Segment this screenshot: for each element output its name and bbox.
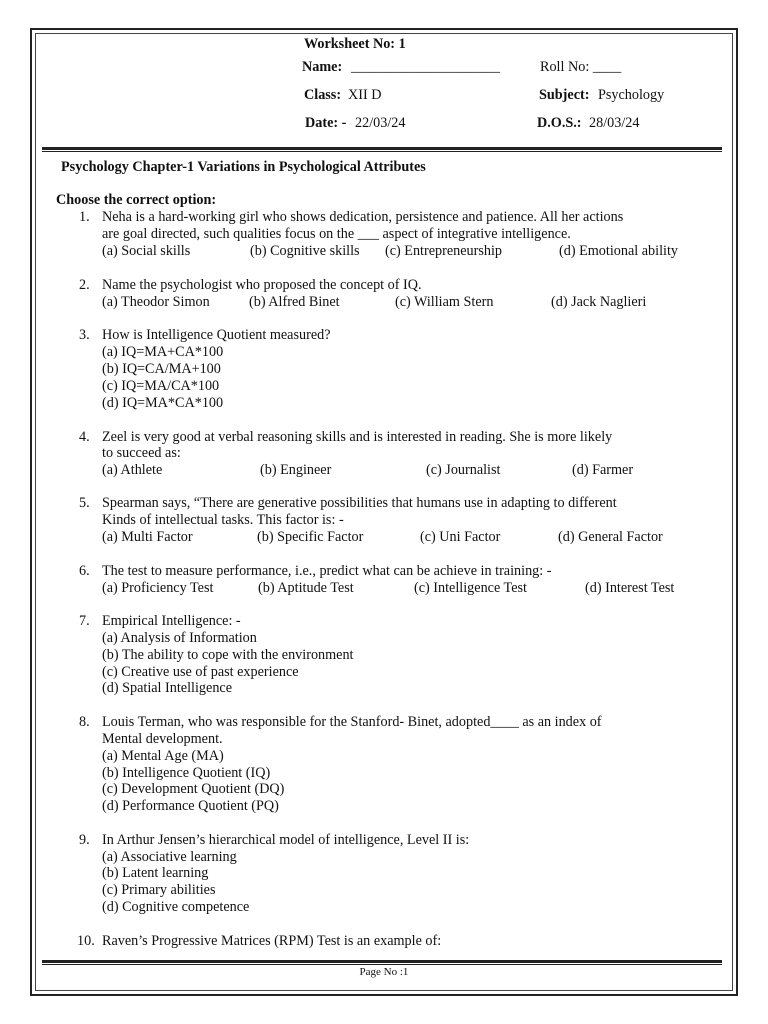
question-number: 4. [79, 429, 90, 445]
option-b[interactable]: (b) Latent learning [102, 865, 209, 881]
header-divider-thin [42, 151, 722, 152]
option-c[interactable]: (c) William Stern [395, 294, 494, 310]
question-number: 9. [79, 832, 90, 848]
option-a[interactable]: (a) IQ=MA+CA*100 [102, 344, 224, 360]
class-label: Class: [304, 87, 342, 103]
chapter-title: Psychology Chapter-1 Variations in Psychological Attributes [61, 159, 426, 175]
worksheet-number: Worksheet No: 1 [304, 36, 406, 52]
question-number: 7. [79, 613, 90, 629]
question-text: Mental development. [102, 731, 223, 747]
dos-label: D.O.S.: [537, 115, 582, 131]
question-number: 10. [77, 933, 95, 949]
question-text: Spearman says, “There are generative possibilities that humans use in adapting to different [102, 495, 617, 511]
option-a[interactable]: (a) Theodor Simon [102, 294, 210, 310]
option-b[interactable]: (b) Engineer [260, 462, 332, 478]
date-label: Date: - [305, 115, 347, 131]
question-text: Louis Terman, who was responsible for the Stanford- Binet, adopted____ as an index of [102, 714, 602, 730]
question-number: 2. [79, 277, 90, 293]
question-text: Name the psychologist who proposed the concept of IQ. [102, 277, 422, 293]
option-a[interactable]: (a) Social skills [102, 243, 191, 259]
question-number: 1. [79, 209, 90, 225]
option-b[interactable]: (b) Aptitude Test [258, 580, 354, 596]
question-text: Zeel is very good at verbal reasoning skills and is interested in reading. She is more likely [102, 429, 613, 445]
option-a[interactable]: (a) Athlete [102, 462, 163, 478]
date-value: 22/03/24 [355, 115, 406, 131]
option-d[interactable]: (d) Interest Test [585, 580, 675, 596]
option-a[interactable]: (a) Proficiency Test [102, 580, 214, 596]
question-number: 3. [79, 327, 90, 343]
instruction: Choose the correct option: [56, 192, 217, 208]
name-label: Name: [302, 59, 343, 75]
option-d[interactable]: (d) Performance Quotient (PQ) [102, 798, 279, 814]
class-value: XII D [348, 87, 382, 103]
question-text: How is Intelligence Quotient measured? [102, 327, 331, 343]
option-c[interactable]: (c) Development Quotient (DQ) [102, 781, 285, 797]
option-c[interactable]: (c) Primary abilities [102, 882, 216, 898]
footer-divider [42, 960, 722, 963]
name-blank[interactable]: _____________________ [351, 59, 500, 75]
option-d[interactable]: (d) Spatial Intelligence [102, 680, 233, 696]
option-b[interactable]: (b) The ability to cope with the environment [102, 647, 354, 663]
option-c[interactable]: (c) IQ=MA/CA*100 [102, 378, 220, 394]
question-number: 5. [79, 495, 90, 511]
question-text: In Arthur Jensen’s hierarchical model of intelligence, Level II is: [102, 832, 470, 848]
option-a[interactable]: (a) Associative learning [102, 849, 237, 865]
question-text: Empirical Intelligence: - [102, 613, 241, 629]
option-c[interactable]: (c) Entrepreneurship [385, 243, 502, 259]
option-d[interactable]: (d) Emotional ability [559, 243, 678, 259]
option-c[interactable]: (c) Creative use of past experience [102, 664, 299, 680]
option-c[interactable]: (c) Journalist [426, 462, 501, 478]
option-b[interactable]: (b) Specific Factor [257, 529, 364, 545]
option-d[interactable]: (d) General Factor [558, 529, 663, 545]
question-text: Neha is a hard-working girl who shows dedication, persistence and patience. All her actions [102, 209, 624, 225]
footer-divider-thin [42, 964, 722, 965]
question-number: 6. [79, 563, 90, 579]
question-text: Kinds of intellectual tasks. This factor is: - [102, 512, 344, 528]
subject-value: Psychology [598, 87, 665, 103]
question-number: 8. [79, 714, 90, 730]
option-a[interactable]: (a) Mental Age (MA) [102, 748, 224, 764]
option-d[interactable]: (d) Jack Naglieri [551, 294, 647, 310]
page-number: Page No :1 [359, 966, 409, 978]
option-b[interactable]: (b) IQ=CA/MA+100 [102, 361, 221, 377]
option-b[interactable]: (b) Alfred Binet [249, 294, 340, 310]
option-d[interactable]: (d) Farmer [572, 462, 634, 478]
option-a[interactable]: (a) Analysis of Information [102, 630, 257, 646]
header-divider [42, 147, 722, 150]
question-text: to succeed as: [102, 445, 181, 461]
option-d[interactable]: (d) Cognitive competence [102, 899, 250, 915]
question-text: are goal directed, such qualities focus on the ___ aspect of integrative intelligence. [102, 226, 571, 242]
roll-number[interactable]: Roll No: ____ [540, 59, 622, 75]
option-d[interactable]: (d) IQ=MA*CA*100 [102, 395, 224, 411]
option-c[interactable]: (c) Intelligence Test [414, 580, 527, 596]
option-b[interactable]: (b) Cognitive skills [250, 243, 360, 259]
question-text: Raven’s Progressive Matrices (RPM) Test is an example of: [102, 933, 442, 949]
question-text: The test to measure performance, i.e., predict what can be achieve in training: - [102, 563, 552, 579]
option-c[interactable]: (c) Uni Factor [420, 529, 501, 545]
option-a[interactable]: (a) Multi Factor [102, 529, 193, 545]
dos-value: 28/03/24 [589, 115, 640, 131]
option-b[interactable]: (b) Intelligence Quotient (IQ) [102, 765, 271, 781]
subject-label: Subject: [539, 87, 590, 103]
